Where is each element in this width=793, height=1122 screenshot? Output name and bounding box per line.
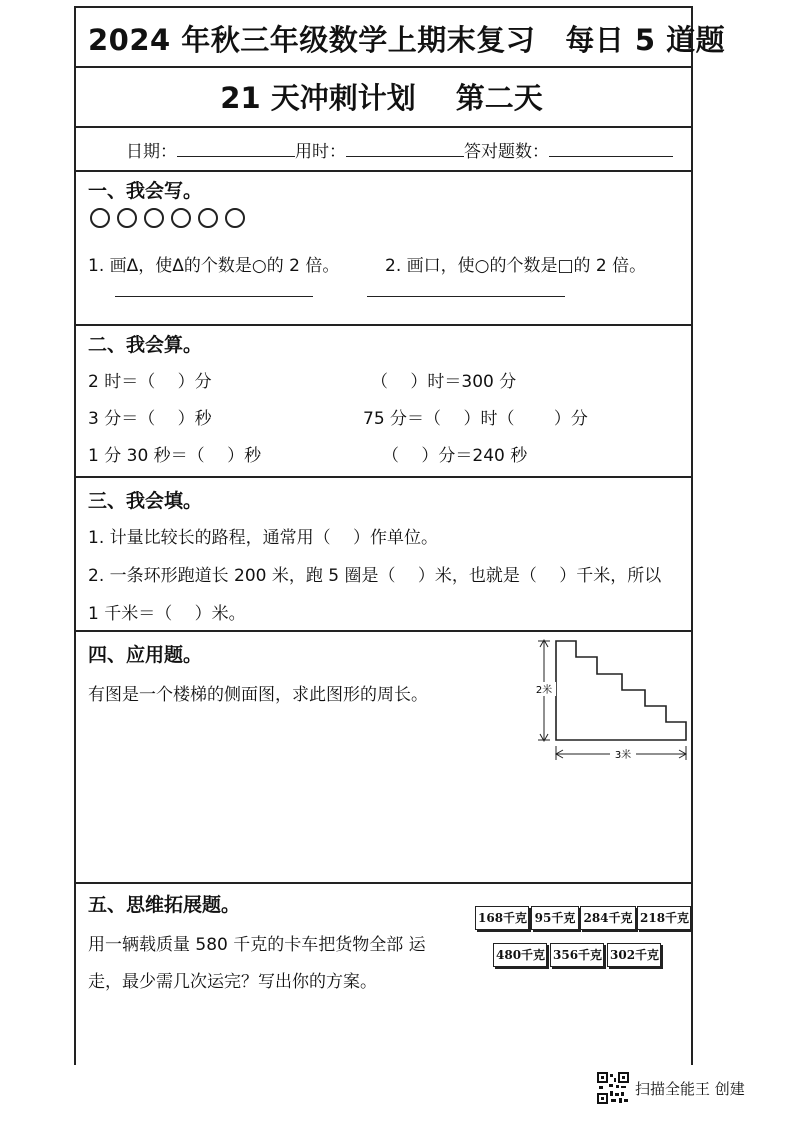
meta-row (126, 137, 673, 162)
section5-heading: 五、思维拓展题。 (88, 894, 241, 916)
circle-shape (117, 208, 137, 228)
time-field[interactable] (346, 142, 464, 157)
section4-question: 有图是一个楼梯的侧面图，求此图形的周长。 (88, 685, 428, 705)
height-label: 2米 (535, 685, 553, 696)
watermark-text: 扫描全能王 创建 (635, 1079, 745, 1098)
staircase-diagram (530, 636, 692, 764)
cargo-box: 95千克 (531, 906, 579, 930)
title-right: 每日 5 道题 (565, 23, 726, 57)
title-left: 2024 年秋三年级数学上期末复习 (88, 23, 536, 57)
cargo-box: 218千克 (637, 906, 691, 930)
section1-q2: 2. 画口，使○的个数是□的 2 倍。 (385, 256, 647, 276)
cargo-box: 480千克 (493, 943, 547, 967)
page-subtitle (74, 76, 689, 117)
section1-heading: 一、我会写。 (88, 180, 203, 202)
correct-label: 答对题数： (464, 142, 549, 162)
section1-q1: 1. 画Δ，使Δ的个数是○的 2 倍。 (88, 256, 340, 276)
section3-q2-line2: 1 千米＝（ ）米。 (88, 604, 246, 624)
section3-q2-line1: 2. 一条环形跑道长 200 米，跑 5 圈是（ ）米，也就是（ ）千米，所以 (88, 566, 662, 586)
calc-row-1-left: 2 时＝（ ）分 (88, 372, 212, 392)
section5-line2: 走，最少需几次运完？写出你的方案。 (88, 972, 377, 992)
circle-shape (144, 208, 164, 228)
cargo-box: 284千克 (580, 906, 636, 930)
calc-row-2-left: 3 分＝（ ）秒 (88, 409, 212, 429)
page-title (88, 18, 789, 59)
calc-row-3-right: （ ）分＝240 秒 (382, 446, 528, 466)
answer-line-2[interactable] (367, 296, 565, 297)
circle-shape (198, 208, 218, 228)
calc-row-1-right: （ ）时＝300 分 (371, 372, 517, 392)
width-label: 3米 (614, 750, 632, 761)
correct-field[interactable] (549, 142, 673, 157)
subtitle-right: 第二天 (455, 81, 543, 115)
subtitle-left: 21 天冲刺计划 (220, 81, 416, 115)
circle-shape (171, 208, 191, 228)
qr-code-icon (597, 1072, 629, 1104)
calc-row-3-left: 1 分 30 秒＝（ ）秒 (88, 446, 262, 466)
section3-heading: 三、我会填。 (88, 490, 203, 512)
answer-line-1[interactable] (115, 296, 313, 297)
section5-line1: 用一辆载质量 580 千克的卡车把货物全部 运 (88, 935, 426, 955)
time-label: 用时： (295, 142, 346, 162)
section2-heading: 二、我会算。 (88, 334, 203, 356)
cargo-box: 302千克 (607, 943, 661, 967)
date-label: 日期： (126, 142, 177, 162)
cargo-box: 356千克 (550, 943, 604, 967)
section4-heading: 四、应用题。 (88, 644, 203, 666)
circle-row (90, 208, 245, 228)
date-field[interactable] (177, 142, 295, 157)
scanner-watermark (597, 1072, 745, 1104)
cargo-box: 168千克 (475, 906, 529, 930)
circle-shape (225, 208, 245, 228)
calc-row-2-right: 75 分＝（ ）时（ ）分 (363, 409, 588, 429)
section3-q1: 1. 计量比较长的路程，通常用（ ）作单位。 (88, 528, 439, 548)
circle-shape (90, 208, 110, 228)
